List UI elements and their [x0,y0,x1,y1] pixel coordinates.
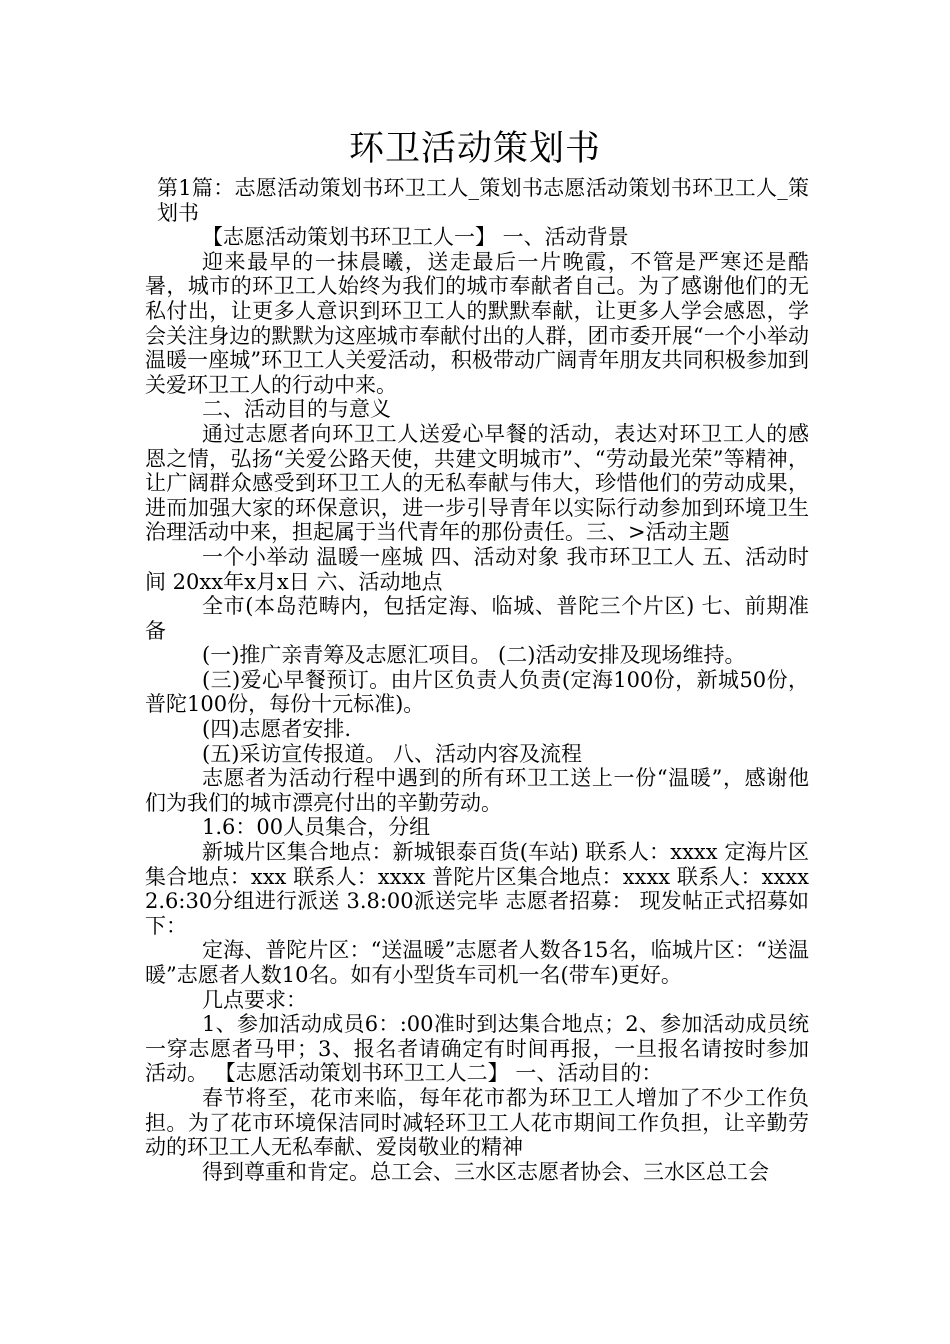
paragraph: (四)志愿者安排. [202,717,352,742]
paragraph-section-heading: 二、活动目的与意义 [202,397,391,422]
paragraph: 1、参加活动成员6：:00准时到达集合地点；2、参加活动成员统一穿志愿者马甲；3、报名者请确定有时间再报，一旦报名请按时参加活动。 【志愿活动策划书环卫工人二】 一、活动目的： [145,1012,809,1086]
paragraph: 志愿者为活动行程中遇到的所有环卫工送上一份“温暖”，感谢他们为我们的城市漂亮付出的辛勤劳动。 [145,766,809,815]
paragraph: (一)推广亲青筹及志愿汇项目。 (二)活动安排及现场维持。 [202,643,746,668]
paragraph: 一个小举动 温暖一座城 四、活动对象 我市环卫工人 五、活动时间 20xx年x月x日 六、活动地点 [145,544,809,594]
paragraph: (五)采访宣传报道。 八、活动内容及流程 [202,741,583,766]
paragraph: 迎来最早的一抹晨曦，送走最后一片晚霞，不管是严寒还是酷暑，城市的环卫工人始终为我们的城市奉献者自己。为了感谢他们的无私付出，让更多人意识到环卫工人的默默奉献，让更多人学会感恩，学会关注身边的默默为这座城市奉献付出的人群，团市委开展“一个小举动温暖一座城”环卫工人关爱活动，积极带动广阔青年朋友共同积极参加到关爱环卫工人的行动中来。 [145,249,809,397]
paragraph: 得到尊重和肯定。总工会、三水区志愿者协会、三水区总工会 [202,1159,769,1184]
paragraph: (三)爱心早餐预订。由片区负责人负责(定海100份，新城50份，普陀100份，每份十元标准)。 [145,667,809,717]
paragraph: 1.6：00人员集合，分组 [202,815,431,840]
document-body [145,176,809,1184]
paragraph: 春节将至，花市来临，每年花市都为环卫工人增加了不少工作负担。为了花市环境保洁同时减轻环卫工人花市期间工作负担，让辛勤劳动的环卫工人无私奉献、爱岗敬业的精神 [145,1085,809,1160]
paragraph-chapter-heading: 第1篇：志愿活动策划书环卫工人_策划书志愿活动策划书环卫工人_策划书 [157,176,809,225]
paragraph: 定海、普陀片区：“送温暖”志愿者人数各15名，临城片区：“送温暖”志愿者人数10名。如有小型货车司机一名(带车)更好。 [145,938,809,987]
paragraph: 全市(本岛范畴内，包括定海、临城、普陀三个片区) 七、前期准备 [145,594,809,643]
paragraph: 通过志愿者向环卫工人送爱心早餐的活动，表达对环卫工人的感恩之情，弘扬“关爱公路天使，共建文明城市”、“劳动最光荣”等精神，让广阔群众感受到环卫工人的无私奉献与伟大，珍惜他们的劳动成果，进而加强大家的环保意识，进一步引导青年以实际行动参加到环境卫生治理活动中来，担起属于当代青年的那份责任。三、>活动主题 [145,421,809,545]
paragraph: 几点要求： [202,987,307,1012]
paragraph-section-heading: 【志愿活动策划书环卫工人一】 一、活动背景 [202,225,629,250]
document-title: 环卫活动策划书 [348,129,601,169]
paragraph: 新城片区集合地点：新城银泰百货(车站) 联系人：xxxx 定海片区集合地点：xxx 联系人：xxxx 普陀片区集合地点：xxxx 联系人：xxxx 2.6:30分组进行派送 3.8:00派送完毕 志愿者招募： 现发帖正式招募如下： [145,840,809,938]
